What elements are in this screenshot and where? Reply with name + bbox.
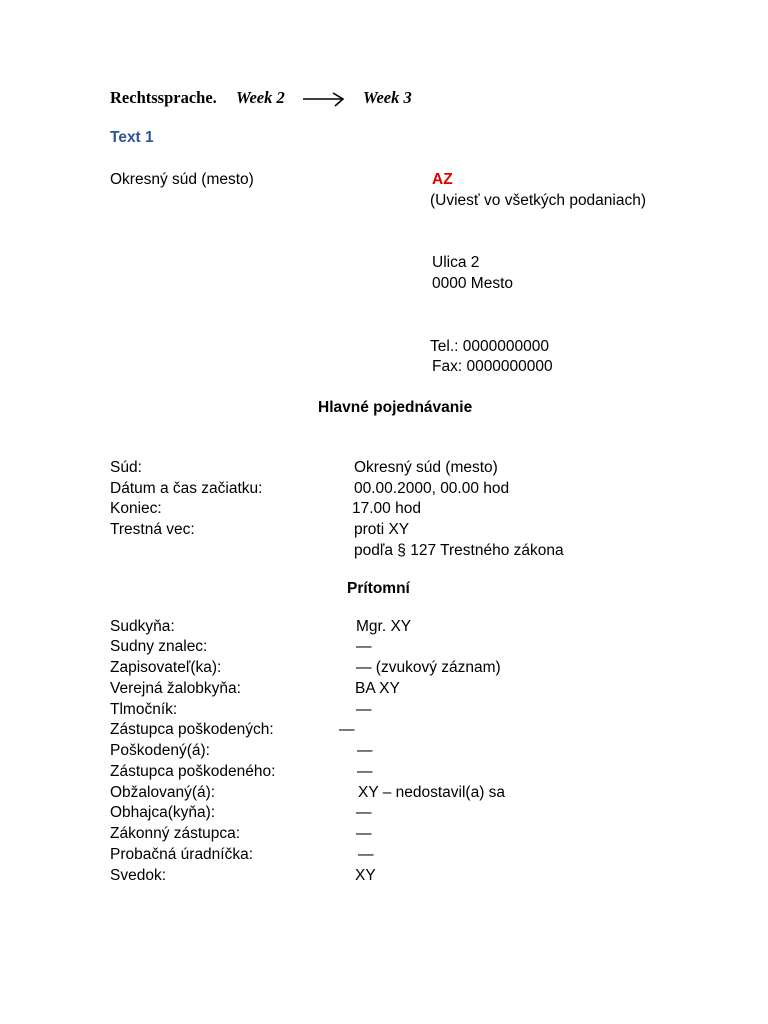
arrow-right-icon [302, 90, 346, 108]
address-street: Ulica 2 [432, 254, 480, 271]
heading-present: Prítomní [347, 580, 410, 597]
present-label: Probačná úradníčka: [110, 846, 254, 863]
week-to: Week 3 [363, 88, 412, 107]
az-note: (Uviesť vo všetkých podaniach) [430, 192, 647, 209]
present-value: Mgr. XY [356, 618, 412, 635]
present-value: — [357, 763, 373, 780]
present-label: Tlmočník: [110, 701, 178, 718]
present-value: — [356, 804, 372, 821]
present-label: Obhajca(kyňa): [110, 804, 216, 821]
detail-label: Súd: [110, 459, 142, 476]
present-value: — [356, 701, 372, 718]
present-label: Sudkyňa: [110, 618, 175, 635]
section-label: Text 1 [110, 129, 154, 146]
present-value: XY [355, 867, 376, 884]
address-fax: Fax: 0000000000 [432, 358, 553, 375]
detail-value: podľa § 127 Trestného zákona [354, 542, 564, 559]
week-from: Week 2 [236, 88, 285, 107]
detail-value: 00.00.2000, 00.00 hod [354, 480, 510, 497]
present-label: Svedok: [110, 867, 167, 884]
present-label: Zástupca poškodeného: [110, 763, 276, 780]
detail-label: Dátum a čas začiatku: [110, 480, 263, 497]
present-value: — (zvukový záznam) [356, 659, 501, 676]
present-value: — [357, 742, 373, 759]
present-label: Verejná žalobkyňa: [110, 680, 241, 697]
present-label: Zapisovateľ(ka): [110, 659, 222, 676]
address-tel: Tel.: 0000000000 [430, 338, 549, 355]
detail-value: 17.00 hod [352, 500, 421, 517]
detail-label: Trestná vec: [110, 521, 195, 538]
present-value: — [358, 846, 374, 863]
detail-value: proti XY [354, 521, 410, 538]
present-value: — [356, 825, 372, 842]
address-city: 0000 Mesto [432, 275, 513, 292]
present-label: Zástupca poškodených: [110, 721, 274, 738]
detail-value: Okresný súd (mesto) [354, 459, 498, 476]
az-label: AZ [432, 171, 453, 188]
present-value: XY – nedostavil(a) sa [358, 784, 506, 801]
present-label: Obžalovaný(á): [110, 784, 216, 801]
present-label: Sudny znalec: [110, 638, 208, 655]
doc-title: Rechtssprache. [110, 88, 217, 107]
court-name: Okresný súd (mesto) [110, 171, 254, 188]
heading-main: Hlavné pojednávanie [318, 399, 473, 416]
detail-label: Koniec: [110, 500, 162, 517]
present-label: Zákonný zástupca: [110, 825, 241, 842]
present-value: — [339, 721, 355, 738]
present-label: Poškodený(á): [110, 742, 210, 759]
present-value: — [356, 638, 372, 655]
present-value: BA XY [355, 680, 400, 697]
